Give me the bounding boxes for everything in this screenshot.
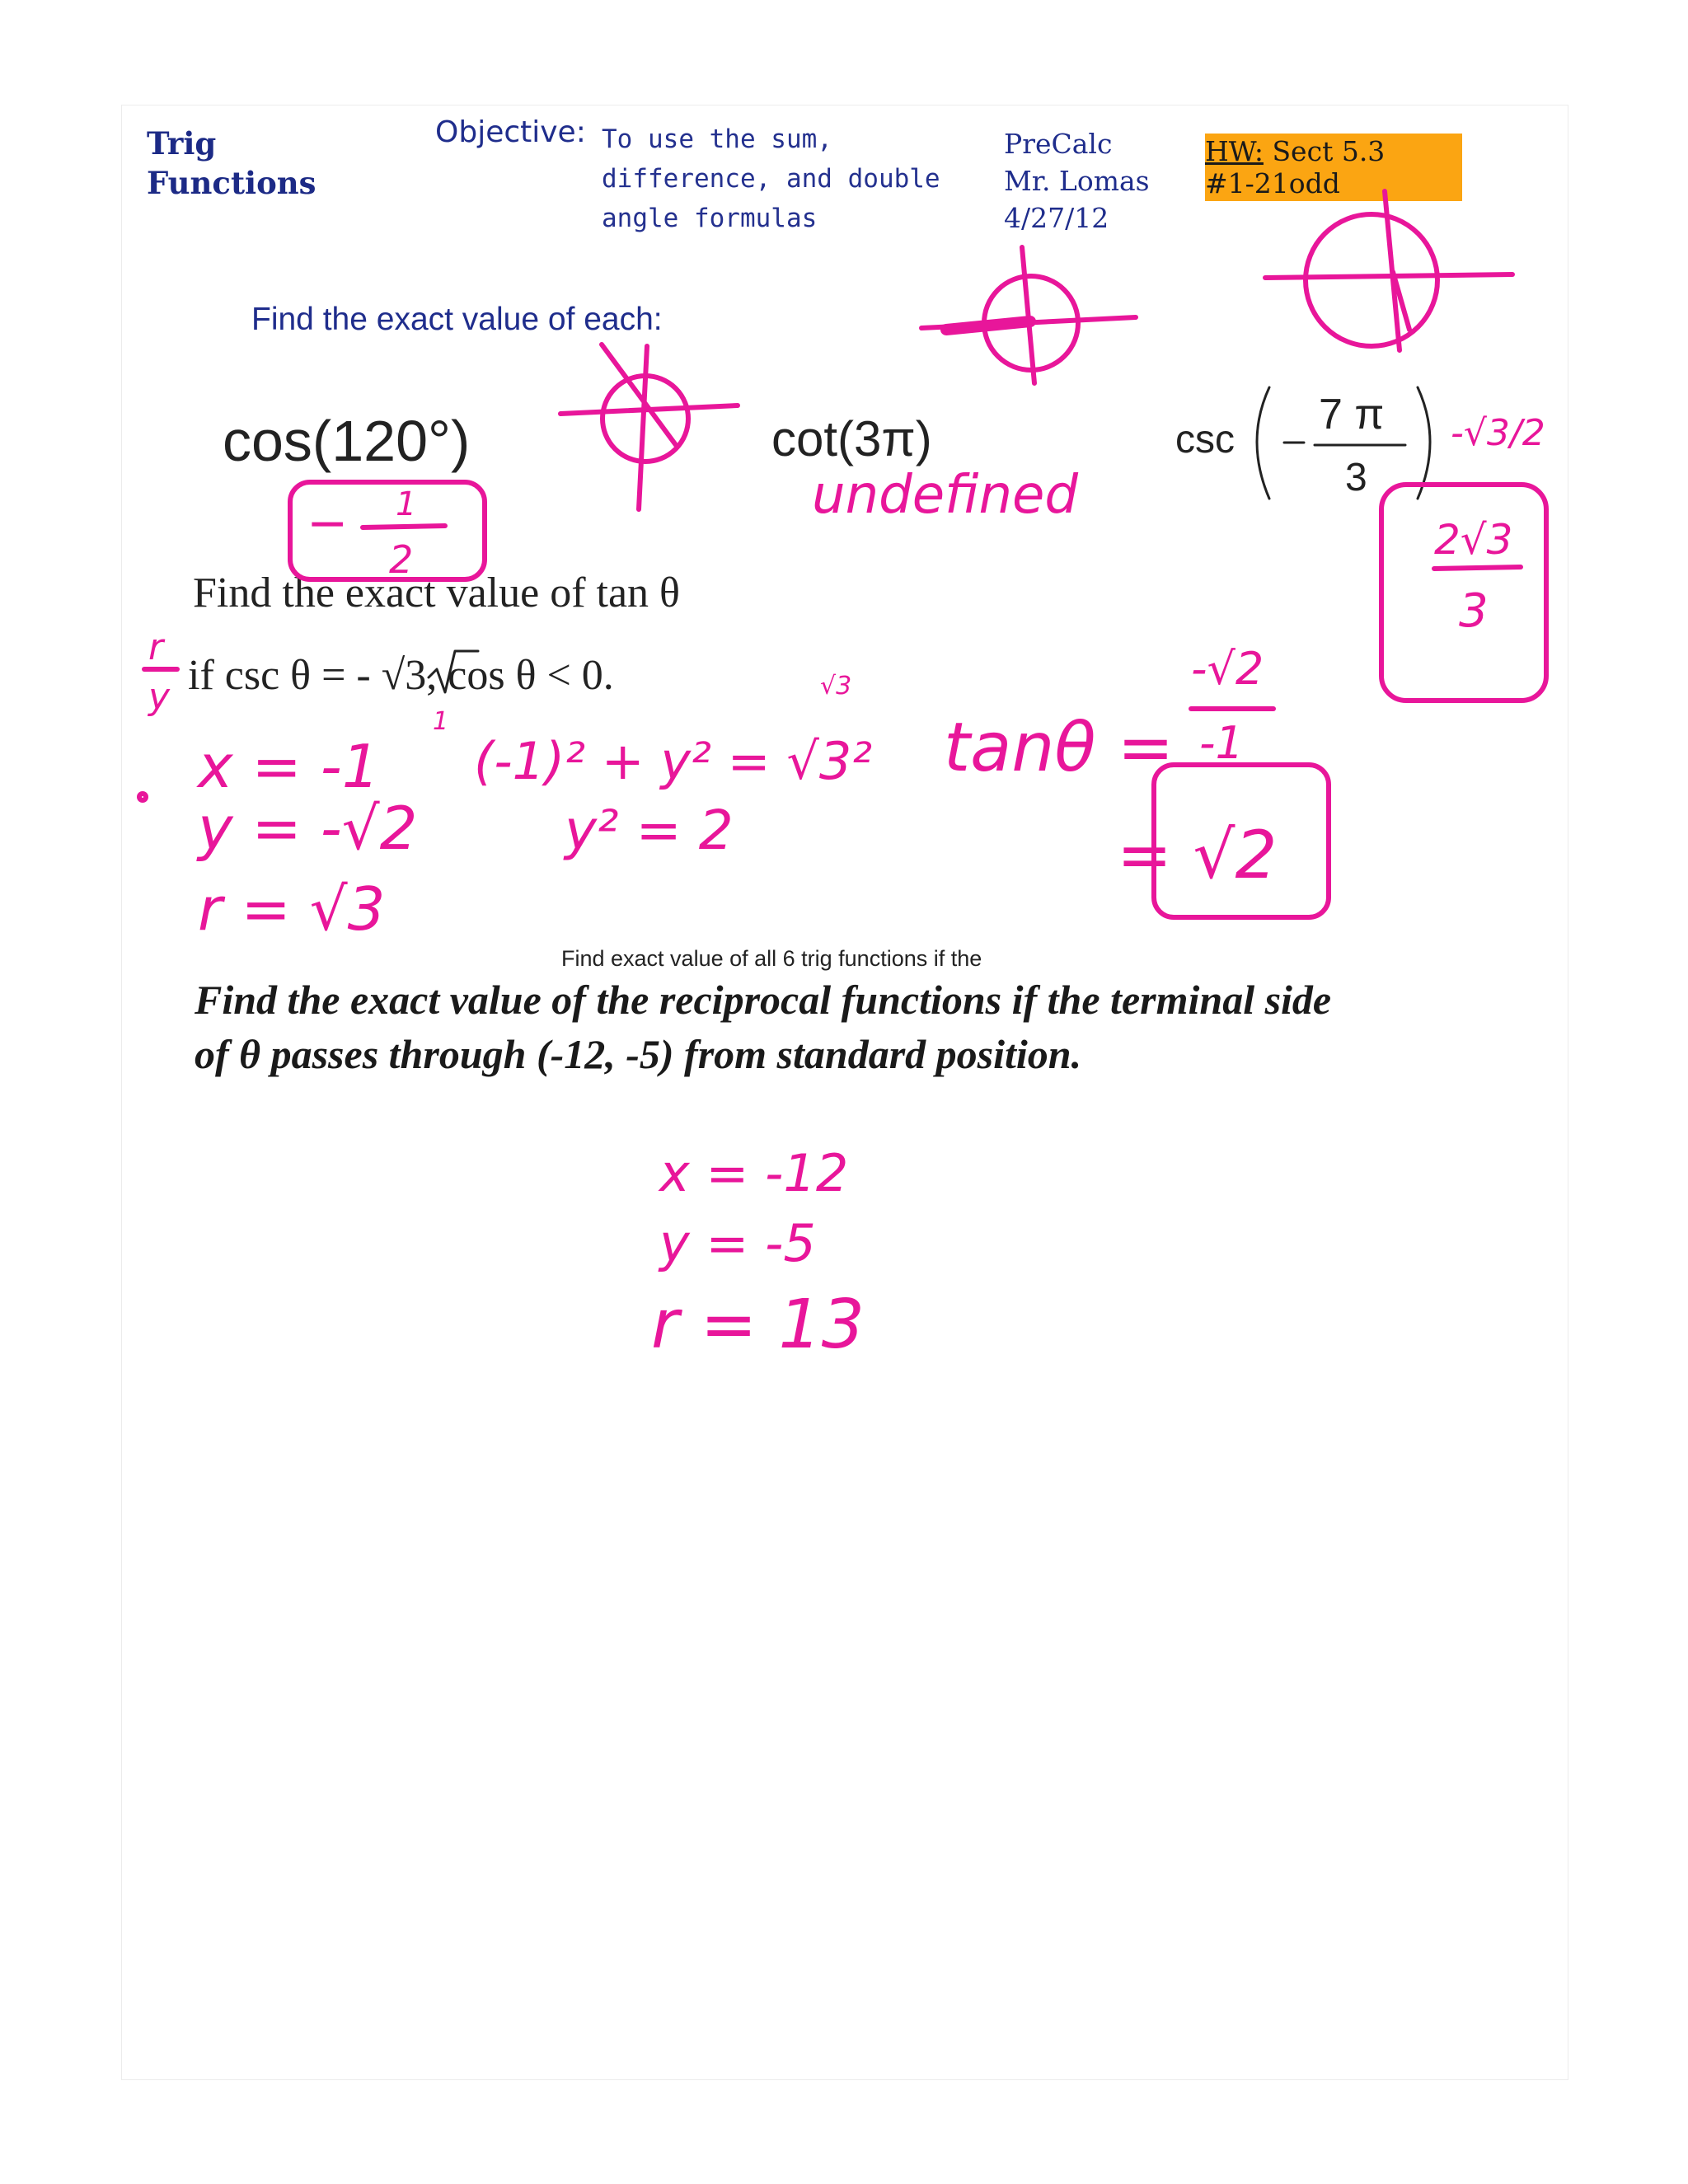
tan-answer: = √2	[1117, 817, 1278, 893]
expr-cos-120: cos(120°)	[223, 409, 471, 473]
tan-num: -√2	[1191, 643, 1264, 695]
p3-work-y: y = -5	[659, 1213, 816, 1273]
problem2-line2: if csc θ = - √3, cos θ < 0.	[188, 652, 614, 699]
homework-label: HW:	[1205, 135, 1264, 167]
cot-answer: undefined	[812, 465, 1079, 526]
teacher-name: Mr. Lomas	[1004, 165, 1150, 197]
work-x: x = -1	[198, 732, 380, 801]
unit-circle-sketch-3	[1265, 191, 1512, 350]
hint-r: r	[148, 626, 164, 668]
tan-label: tanθ =	[944, 709, 1175, 787]
p3-work-r: r = 13	[651, 1286, 865, 1364]
problem2-line1: Find the exact value of tan θ	[193, 569, 680, 616]
unit-circle-sketch-1	[560, 344, 738, 509]
csc-denominator: 3	[1345, 456, 1367, 499]
csc-answer-bar	[1434, 567, 1521, 569]
objective-text: To use the sum, difference, and double angle formulas	[602, 124, 940, 233]
course-name: PreCalc	[1004, 128, 1113, 160]
lesson-title: Trig Functions	[147, 125, 316, 201]
csc-answer-num: 2√3	[1434, 516, 1513, 564]
cos-answer-den: 2	[389, 537, 414, 582]
expr-cot-3pi: cot(3π)	[771, 411, 932, 466]
csc-work: -√3/2	[1451, 412, 1545, 454]
cos-answer-bar	[363, 526, 445, 527]
lesson-date: 4/27/12	[1004, 202, 1109, 234]
homework-problems: #1-21odd	[1205, 167, 1340, 199]
ratio-den: 1	[433, 707, 449, 736]
unit-circle-sketch-2	[921, 247, 1136, 383]
tan-den: -1	[1199, 717, 1244, 769]
csc-left-paren	[1257, 387, 1269, 499]
problem3-text: Find the exact value of the reciprocal functions if the terminal side of θ passes through (-12, -5) from standard position.	[195, 977, 1332, 1077]
expr-csc-func: csc	[1175, 418, 1235, 462]
sqrt-sign	[429, 651, 478, 692]
csc-numerator: 7 π	[1319, 391, 1385, 438]
cos-answer-num: 1	[396, 485, 417, 523]
hint-y: y	[148, 676, 171, 718]
p3-work-x: x = -12	[659, 1143, 849, 1203]
homework-section: Sect 5.3	[1272, 135, 1386, 167]
pythag-equation: (-1)² + y² = √3²	[474, 731, 873, 791]
work-r: r = √3	[198, 874, 386, 944]
ratio-num: √3	[820, 672, 852, 701]
objective-label: Objective:	[435, 115, 586, 149]
problem1-heading: Find the exact value of each:	[251, 302, 663, 337]
csc-right-paren	[1418, 387, 1430, 499]
problem3-note: Find exact value of all 6 trig functions if the	[561, 946, 982, 971]
y-squared: y² = 2	[565, 799, 734, 862]
ink-dot	[139, 794, 146, 800]
csc-answer-den: 3	[1459, 584, 1489, 638]
cos-answer-sign: −	[307, 494, 349, 552]
work-y: y = -√2	[198, 794, 418, 863]
